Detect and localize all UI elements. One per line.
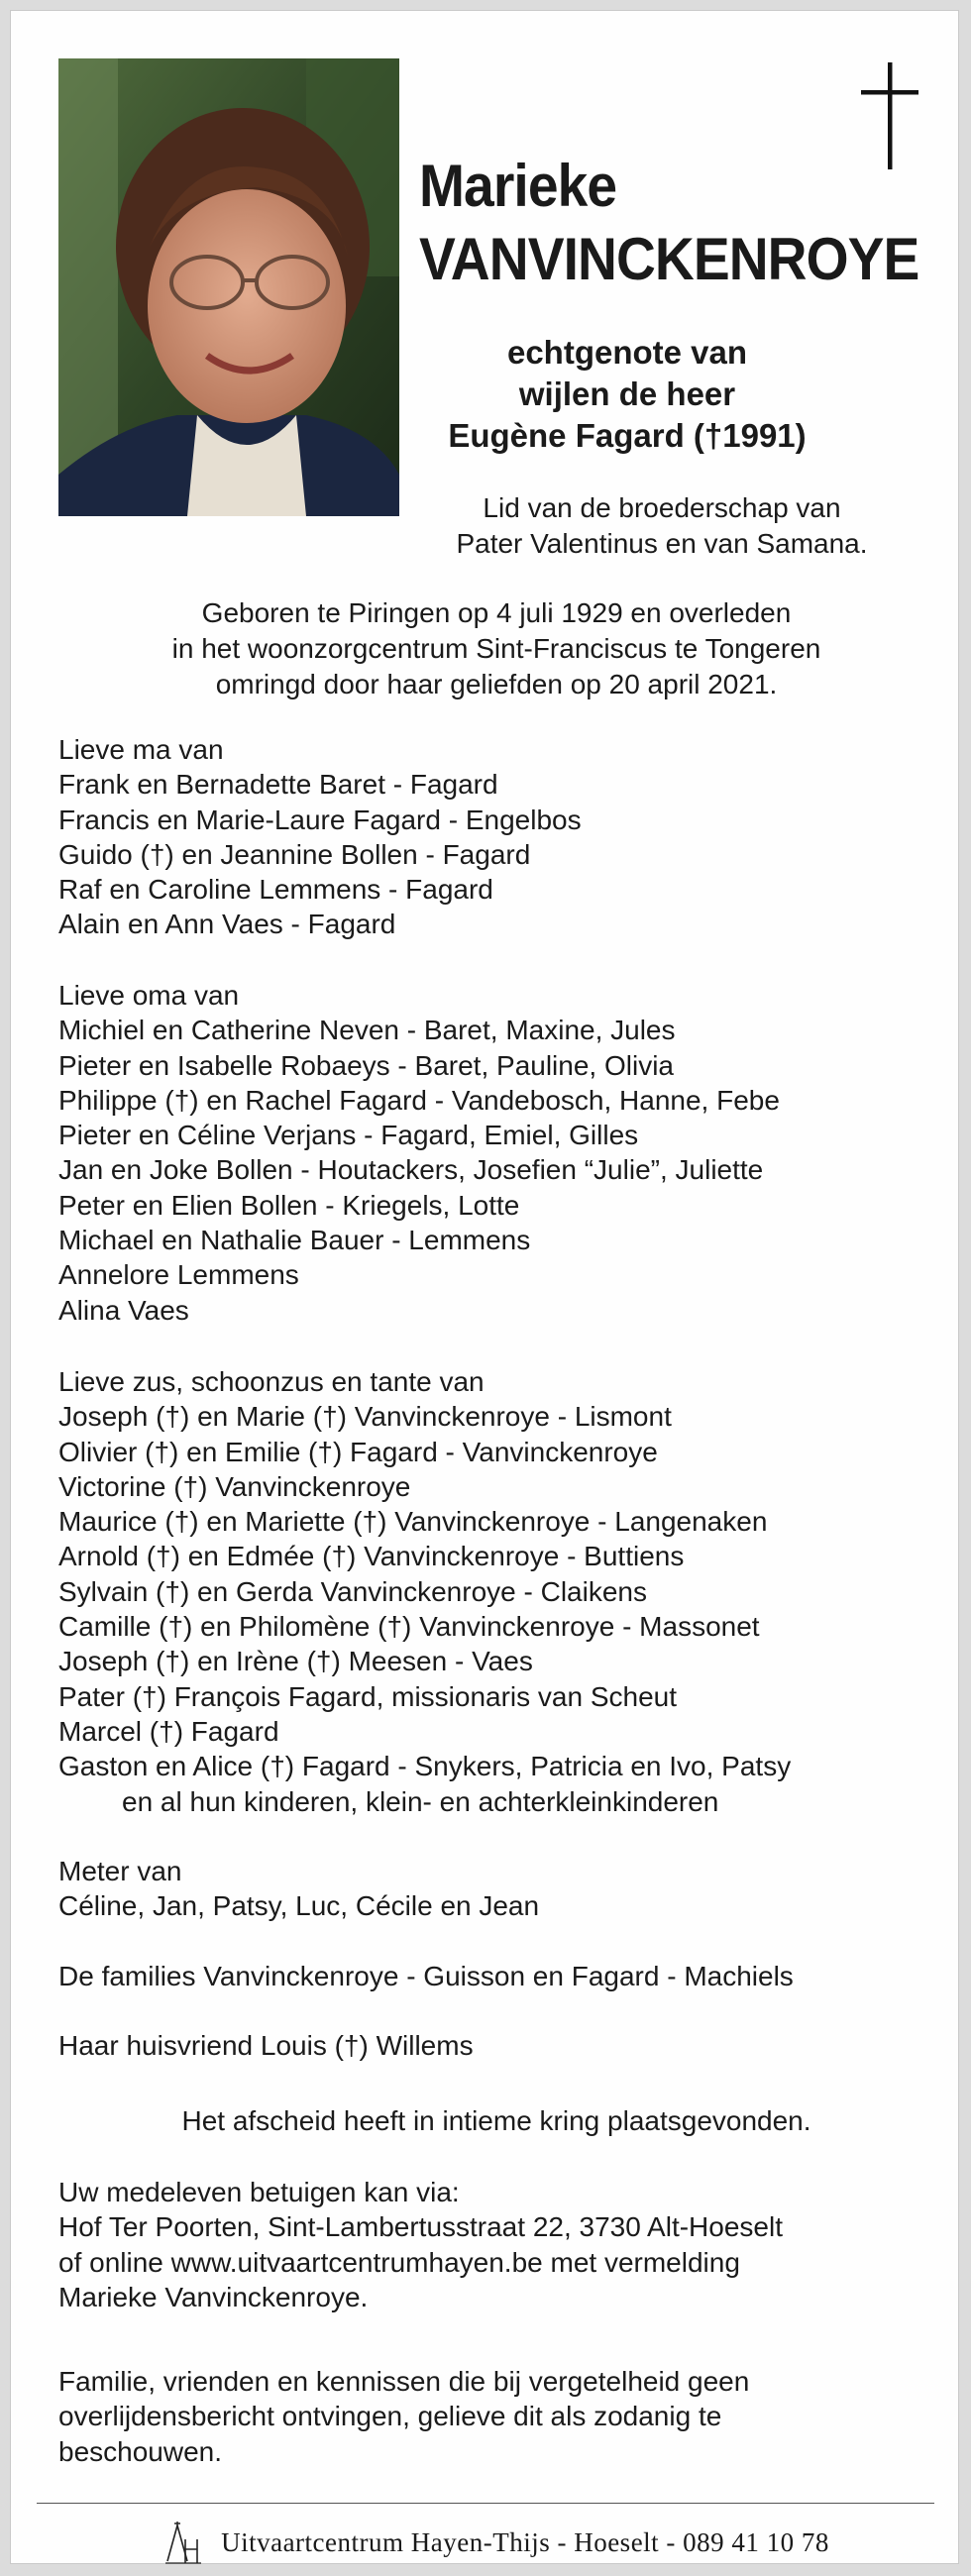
- family-line: Camille (†) en Philomène (†) Vanvinckenroye - Massonet: [58, 1611, 760, 1643]
- family-line: Jan en Joke Bollen - Houtackers, Josefien “Julie”, Juliette: [58, 1154, 764, 1186]
- portrait-image: [58, 58, 399, 516]
- birth-death-line: Geboren te Piringen op 4 juli 1929 en overleden: [201, 597, 792, 628]
- siblings-section: [58, 1364, 950, 1819]
- family-line: Guido (†) en Jeannine Bollen - Fagard: [58, 838, 531, 870]
- family-line: Joseph (†) en Irène (†) Meesen - Vaes: [58, 1646, 533, 1677]
- families-line: De families Vanvinckenroye - Guisson en Fagard - Machiels: [58, 1961, 794, 1991]
- funeral-home-logo-icon: [163, 2520, 203, 2565]
- family-line: Peter en Elien Bollen - Kriegels, Lotte: [58, 1189, 520, 1221]
- family-line: Michael en Nathalie Bauer - Lemmens: [58, 1225, 531, 1256]
- family-line: Joseph (†) en Marie (†) Vanvinckenroye - Lismont: [58, 1401, 672, 1433]
- spouse-info: [419, 332, 835, 457]
- notice-line: beschouwen.: [58, 2435, 223, 2467]
- notice-line: Familie, vrienden en kennissen die bij vergetelheid geen: [58, 2366, 750, 2397]
- birth-death-info: [11, 595, 971, 702]
- family-line: Alain en Ann Vaes - Fagard: [58, 909, 396, 940]
- obituary-card: [10, 10, 959, 2564]
- family-line: Gaston en Alice (†) Fagard - Snykers, Patricia en Ivo, Patsy: [58, 1751, 792, 1782]
- family-line: Pieter en Céline Verjans - Fagard, Emiel, Gilles: [58, 1120, 639, 1151]
- farewell-text: Het afscheid heeft in intieme kring plaatsgevonden.: [181, 2105, 811, 2136]
- section-heading: Lieve zus, schoonzus en tante van: [58, 1366, 485, 1397]
- condolence-line: Marieke Vanvinckenroye.: [58, 2281, 369, 2312]
- condolence-line: of online www.uitvaartcentrumhayen.be met vermelding: [58, 2246, 740, 2278]
- portrait-photo: [58, 58, 399, 516]
- deceased-name: [419, 150, 919, 296]
- footer-contact: Uitvaartcentrum Hayen-Thijs - Hoeselt - 089 41 10 78: [221, 2526, 829, 2557]
- family-line: Céline, Jan, Patsy, Luc, Cécile en Jean: [58, 1890, 540, 1922]
- condolence-line: Hof Ter Poorten, Sint-Lambertusstraat 22, 3730 Alt-Hoeselt: [58, 2211, 783, 2243]
- last-name: VANVINCKENROYE: [419, 226, 919, 292]
- spouse-line: echtgenote van: [506, 334, 748, 371]
- family-line: Francis en Marie-Laure Fagard - Engelbos: [58, 804, 582, 835]
- godmother-section: [58, 1854, 950, 1924]
- family-line: Marcel (†) Fagard: [58, 1715, 279, 1747]
- first-name: Marieke: [419, 153, 617, 219]
- family-closing: en al hun kinderen, klein- en achterkleinkinderen: [122, 1785, 719, 1817]
- family-line: Pieter en Isabelle Robaeys - Baret, Pauline, Olivia: [58, 1049, 674, 1081]
- footer: [11, 2518, 971, 2567]
- footer-divider: [37, 2503, 934, 2504]
- notice-section: [58, 2364, 950, 2469]
- notice-line: overlijdensbericht ontvingen, gelieve dit als zodanig te: [58, 2401, 722, 2432]
- friend-line: Haar huisvriend Louis (†) Willems: [58, 2030, 474, 2061]
- family-line: Raf en Caroline Lemmens - Fagard: [58, 874, 493, 906]
- birth-death-line: omringd door haar geliefden op 20 april 2021.: [215, 669, 778, 699]
- spouse-name: Eugène Fagard (†1991): [448, 417, 807, 454]
- membership-line: Lid van de broederschap van: [483, 492, 841, 523]
- condolences-section: [58, 2175, 950, 2314]
- membership-line: Pater Valentinus en van Samana.: [456, 528, 868, 559]
- family-line: Sylvain (†) en Gerda Vanvinckenroye - Claikens: [58, 1575, 647, 1607]
- family-line: Philippe (†) en Rachel Fagard - Vandebosch, Hanne, Febe: [58, 1084, 780, 1116]
- section-heading: Lieve ma van: [58, 734, 224, 765]
- section-heading: Meter van: [58, 1856, 182, 1886]
- family-line: Arnold (†) en Edmée (†) Vanvinckenroye - Buttiens: [58, 1541, 685, 1572]
- children-section: [58, 732, 950, 942]
- birth-death-line: in het woonzorgcentrum Sint-Franciscus te Tongeren: [171, 633, 821, 664]
- family-line: Pater (†) François Fagard, missionaris van Scheut: [58, 1680, 678, 1712]
- family-line: Olivier (†) en Emilie (†) Fagard - Vanvinckenroye: [58, 1436, 658, 1467]
- family-line: Frank en Bernadette Baret - Fagard: [58, 769, 498, 801]
- family-line: Alina Vaes: [58, 1294, 189, 1326]
- family-line: Maurice (†) en Mariette (†) Vanvinckenroye - Langenaken: [58, 1506, 768, 1538]
- family-line: Michiel en Catherine Neven - Baret, Maxine, Jules: [58, 1015, 676, 1046]
- section-heading: Lieve oma van: [58, 980, 240, 1011]
- family-line: Annelore Lemmens: [58, 1259, 299, 1291]
- spouse-line: wijlen de heer: [518, 376, 736, 412]
- family-line: Victorine (†) Vanvinckenroye: [58, 1470, 411, 1502]
- membership-info: [419, 490, 905, 562]
- condolence-line: Uw medeleven betuigen kan via:: [58, 2177, 460, 2207]
- grandchildren-section: [58, 978, 950, 1328]
